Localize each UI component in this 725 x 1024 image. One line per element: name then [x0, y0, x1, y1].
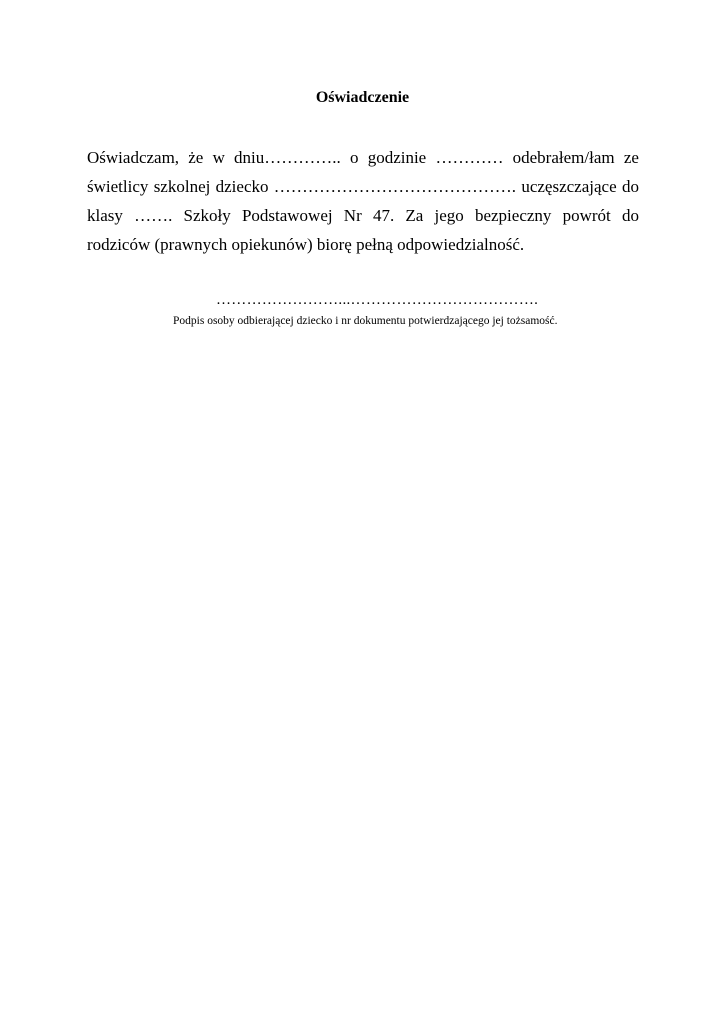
word: do: [621, 206, 639, 225]
time-blank: …………: [435, 148, 504, 167]
word: odebrałem/łam: [512, 148, 615, 167]
word: jego: [434, 206, 464, 225]
word: Podstawowej: [241, 206, 333, 225]
signature-line: ……………………...……………………………….: [216, 292, 539, 308]
paragraph-line-3: [87, 201, 639, 230]
paragraph-line-4: rodziców (prawnych opiekunów) biorę pełną odpowiedzialność.: [87, 235, 525, 254]
word: dziecko: [215, 177, 269, 196]
word: świetlicy: [87, 177, 149, 196]
word: Nr: [343, 206, 362, 225]
word: Za: [405, 206, 424, 225]
paragraph-line-2: [87, 172, 639, 201]
class-blank: …….: [134, 206, 173, 225]
word: uczęszczające: [521, 177, 617, 196]
document-title: Oświadczenie: [315, 89, 410, 106]
word: godzinie: [367, 148, 427, 167]
date-blank: dniu…………..: [234, 148, 341, 167]
word: o: [349, 148, 359, 167]
word: do: [621, 177, 639, 196]
paragraph-line-1: [87, 143, 639, 172]
word: szkolnej: [153, 177, 211, 196]
signature-caption: Podpis osoby odbierającej dziecko i nr dokumentu potwierdzającego jej tożsamość.: [173, 315, 558, 327]
word: klasy: [87, 206, 123, 225]
word: że: [188, 148, 204, 167]
word: powrót: [562, 206, 611, 225]
word: w: [212, 148, 225, 167]
child-name-blank: …………………………………….: [273, 177, 517, 196]
word: Szkoły: [183, 206, 231, 225]
word: ze: [623, 148, 639, 167]
word: Oświadczam,: [87, 148, 180, 167]
statement-paragraph: [87, 143, 639, 259]
word: 47.: [372, 206, 395, 225]
word: bezpieczny: [474, 206, 552, 225]
